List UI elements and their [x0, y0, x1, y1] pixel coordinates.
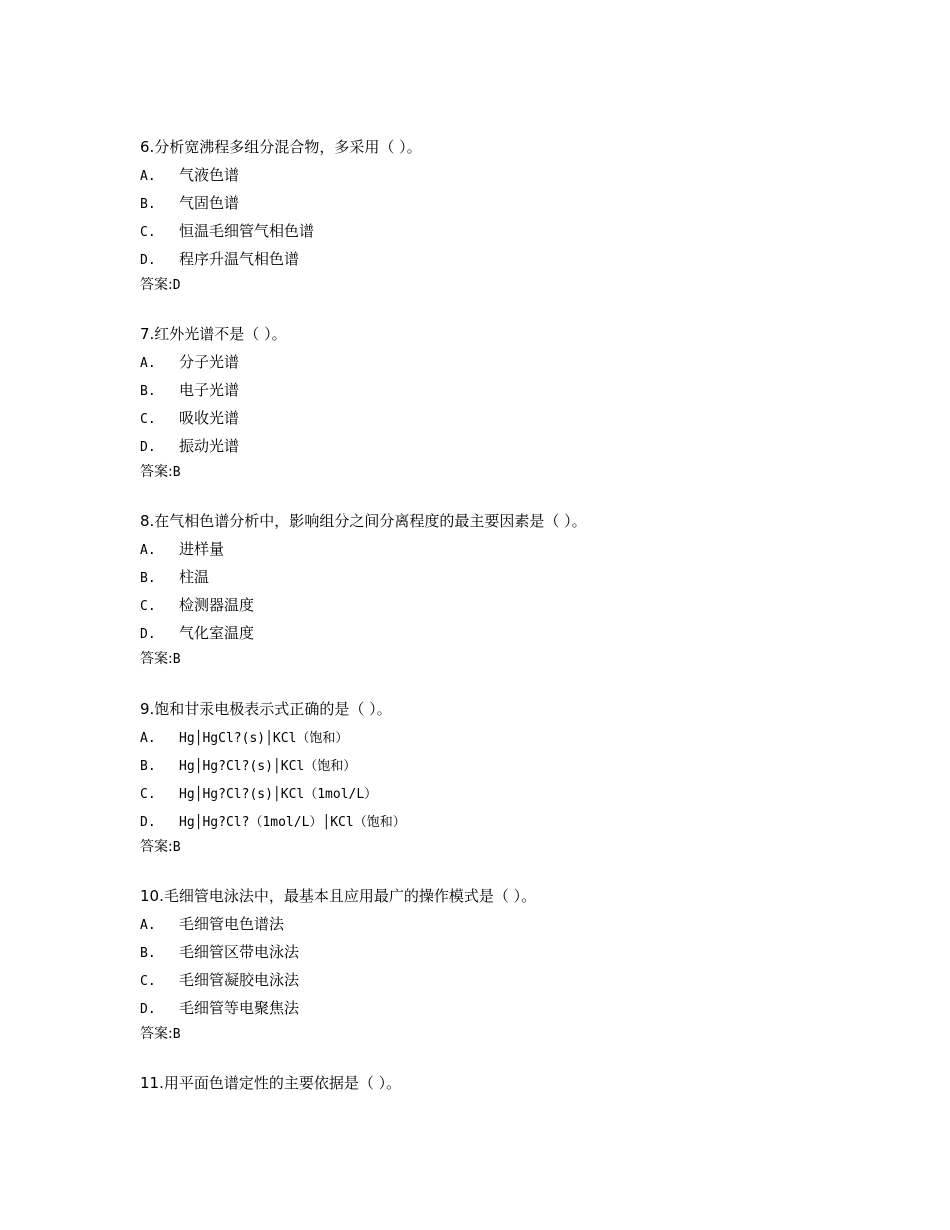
option-letter: A. — [140, 543, 156, 558]
answer-value: D — [172, 278, 181, 293]
question-11 — [140, 1071, 920, 1095]
option-letter: C. — [140, 787, 156, 802]
option-letter: A. — [140, 169, 156, 184]
answer-value: B — [172, 840, 181, 855]
question-stem: 9.饱和甘汞电极表示式正确的是（ ）。 — [140, 700, 392, 718]
answer-line — [140, 460, 920, 484]
answer-label: 答案: — [140, 651, 173, 667]
option-a — [140, 723, 920, 751]
option-letter: D. — [140, 815, 156, 830]
option-text: 毛细管电色谱法 — [179, 915, 285, 933]
answer-line — [140, 647, 920, 671]
option-b — [140, 376, 920, 404]
option-d — [140, 432, 920, 460]
option-letter: A. — [140, 356, 156, 371]
option-text: 毛细管凝胶电泳法 — [179, 971, 300, 989]
option-letter: A. — [140, 918, 156, 933]
option-letter: C. — [140, 599, 156, 614]
question-8 — [140, 509, 920, 671]
answer-line — [140, 835, 920, 859]
option-text: 柱温 — [179, 568, 210, 586]
option-a — [140, 910, 920, 938]
option-text: 气固色谱 — [179, 194, 240, 212]
option-letter: D. — [140, 1002, 156, 1017]
question-stem: 10.毛细管电泳法中，最基本且应用最广的操作模式是（ ）。 — [140, 887, 537, 905]
option-letter: A. — [140, 731, 156, 746]
option-c — [140, 591, 920, 619]
option-letter: D. — [140, 253, 156, 268]
question-stem: 8.在气相色谱分析中，影响组分之间分离程度的最主要因素是（ ）。 — [140, 512, 587, 530]
option-text: 检测器温度 — [179, 596, 255, 614]
option-c — [140, 404, 920, 432]
option-d — [140, 619, 920, 647]
option-text: 分子光谱 — [179, 353, 240, 371]
option-text: Hg│HgCl?(s)│KCl（饱和） — [179, 731, 349, 746]
option-letter: C. — [140, 225, 156, 240]
answer-line — [140, 273, 920, 297]
option-text: 程序升温气相色谱 — [179, 250, 300, 268]
question-stem: 6.分析宽沸程多组分混合物，多采用（ ）。 — [140, 138, 422, 156]
option-d — [140, 245, 920, 273]
answer-value: B — [172, 652, 181, 667]
question-stem: 7.红外光谱不是（ ）。 — [140, 325, 287, 343]
option-letter: B. — [140, 946, 156, 961]
option-text: 毛细管等电聚焦法 — [179, 999, 300, 1017]
question-10 — [140, 884, 920, 1046]
option-text: 气液色谱 — [179, 166, 240, 184]
option-a — [140, 161, 920, 189]
answer-value: B — [172, 465, 181, 480]
option-text: Hg│Hg?Cl?(s)│KCl（1mol/L） — [179, 787, 378, 802]
option-text: 气化室温度 — [179, 624, 255, 642]
option-text: 恒温毛细管气相色谱 — [179, 222, 315, 240]
option-text: 吸收光谱 — [179, 409, 240, 427]
option-d — [140, 807, 920, 835]
option-letter: B. — [140, 759, 156, 774]
question-6 — [140, 135, 920, 297]
option-c — [140, 966, 920, 994]
question-7 — [140, 322, 920, 484]
option-letter: C. — [140, 412, 156, 427]
option-b — [140, 751, 920, 779]
option-text: 电子光谱 — [179, 381, 240, 399]
option-text: Hg│Hg?Cl?（1mol/L）│KCl（饱和） — [179, 815, 406, 830]
option-text: 振动光谱 — [179, 437, 240, 455]
question-9 — [140, 697, 920, 859]
option-text: 毛细管区带电泳法 — [179, 943, 300, 961]
answer-label: 答案: — [140, 839, 173, 855]
option-letter: B. — [140, 197, 156, 212]
option-letter: B. — [140, 571, 156, 586]
option-b — [140, 563, 920, 591]
question-stem: 11.用平面色谱定性的主要依据是（ ）。 — [140, 1074, 402, 1092]
option-b — [140, 938, 920, 966]
answer-label: 答案: — [140, 1026, 173, 1042]
option-c — [140, 217, 920, 245]
option-b — [140, 189, 920, 217]
answer-line — [140, 1022, 920, 1046]
option-c — [140, 779, 920, 807]
option-text: 进样量 — [179, 540, 225, 558]
option-letter: D. — [140, 440, 156, 455]
option-a — [140, 348, 920, 376]
option-letter: D. — [140, 627, 156, 642]
answer-label: 答案: — [140, 277, 173, 293]
option-letter: C. — [140, 974, 156, 989]
option-letter: B. — [140, 384, 156, 399]
answer-value: B — [172, 1027, 181, 1042]
option-d — [140, 994, 920, 1022]
option-a — [140, 535, 920, 563]
answer-label: 答案: — [140, 464, 173, 480]
option-text: Hg│Hg?Cl?(s)│KCl（饱和） — [179, 759, 357, 774]
